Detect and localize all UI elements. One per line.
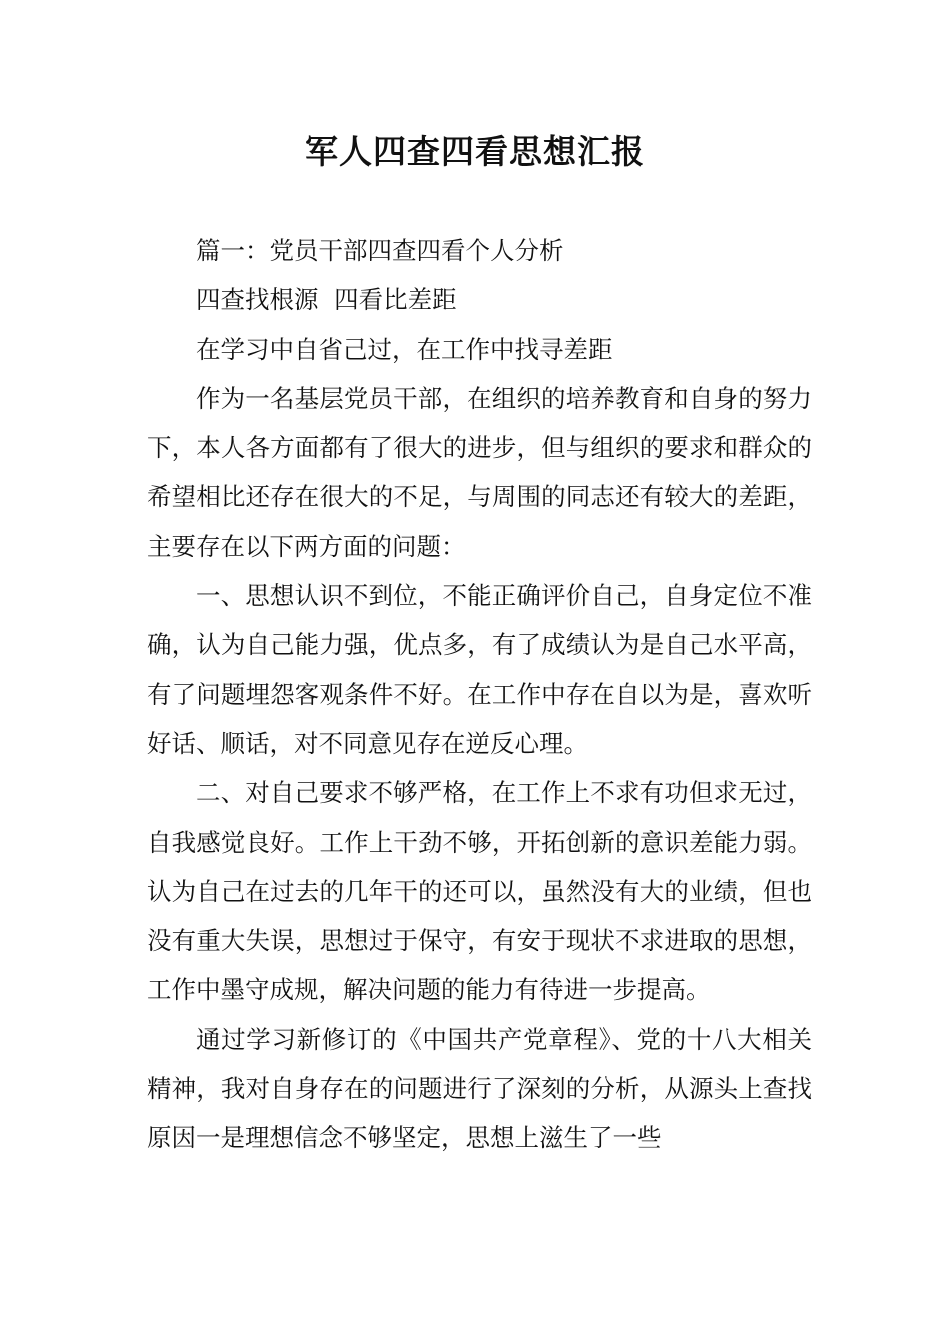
subheading: 在学习中自省己过，在工作中找寻差距 <box>196 334 613 364</box>
body-paragraph: 作为一名基层党员干部，在组织的培养教育和自身的努力下，本人各方面都有了很大的进步，但与组织的要求和群众的希望相比还存在很大的不足，与周围的同志还有较大的差距，主要存在以下两方面的问题： <box>147 383 812 561</box>
body-paragraph: 一、思想认识不到位，不能正确评价自己，自身定位不准确，认为自己能力强，优点多，有了成绩认为是自己水平高，有了问题埋怨客观条件不好。在工作中存在自以为是，喜欢听好话、顺话，对不同意见存在逆反心理。 <box>147 581 812 758</box>
body-paragraph: 二、对自己要求不够严格，在工作上不求有功但求无过，自我感觉良好。工作上干劲不够，开拓创新的意识差能力弱。认为自己在过去的几年干的还可以，虽然没有大的业绩，但也没有重大失误，思想过于保守，有安于现状不求进取的思想，工作中墨守成规，解决问题的能力有待进一步提高。 <box>147 778 812 1005</box>
document-title: 军人四查四看思想汇报 <box>305 132 645 171</box>
section-heading: 篇一：党员干部四查四看个人分析 <box>196 236 564 265</box>
document-body <box>147 226 812 1163</box>
body-paragraph: 通过学习新修订的《中国共产党章程》、党的十八大相关精神，我对自身存在的问题进行了深刻的分析，从源头上查找原因一是理想信念不够坚定，思想上滋生了一些 <box>147 1024 812 1153</box>
subheading: 四查找根源 四看比差距 <box>196 285 457 315</box>
